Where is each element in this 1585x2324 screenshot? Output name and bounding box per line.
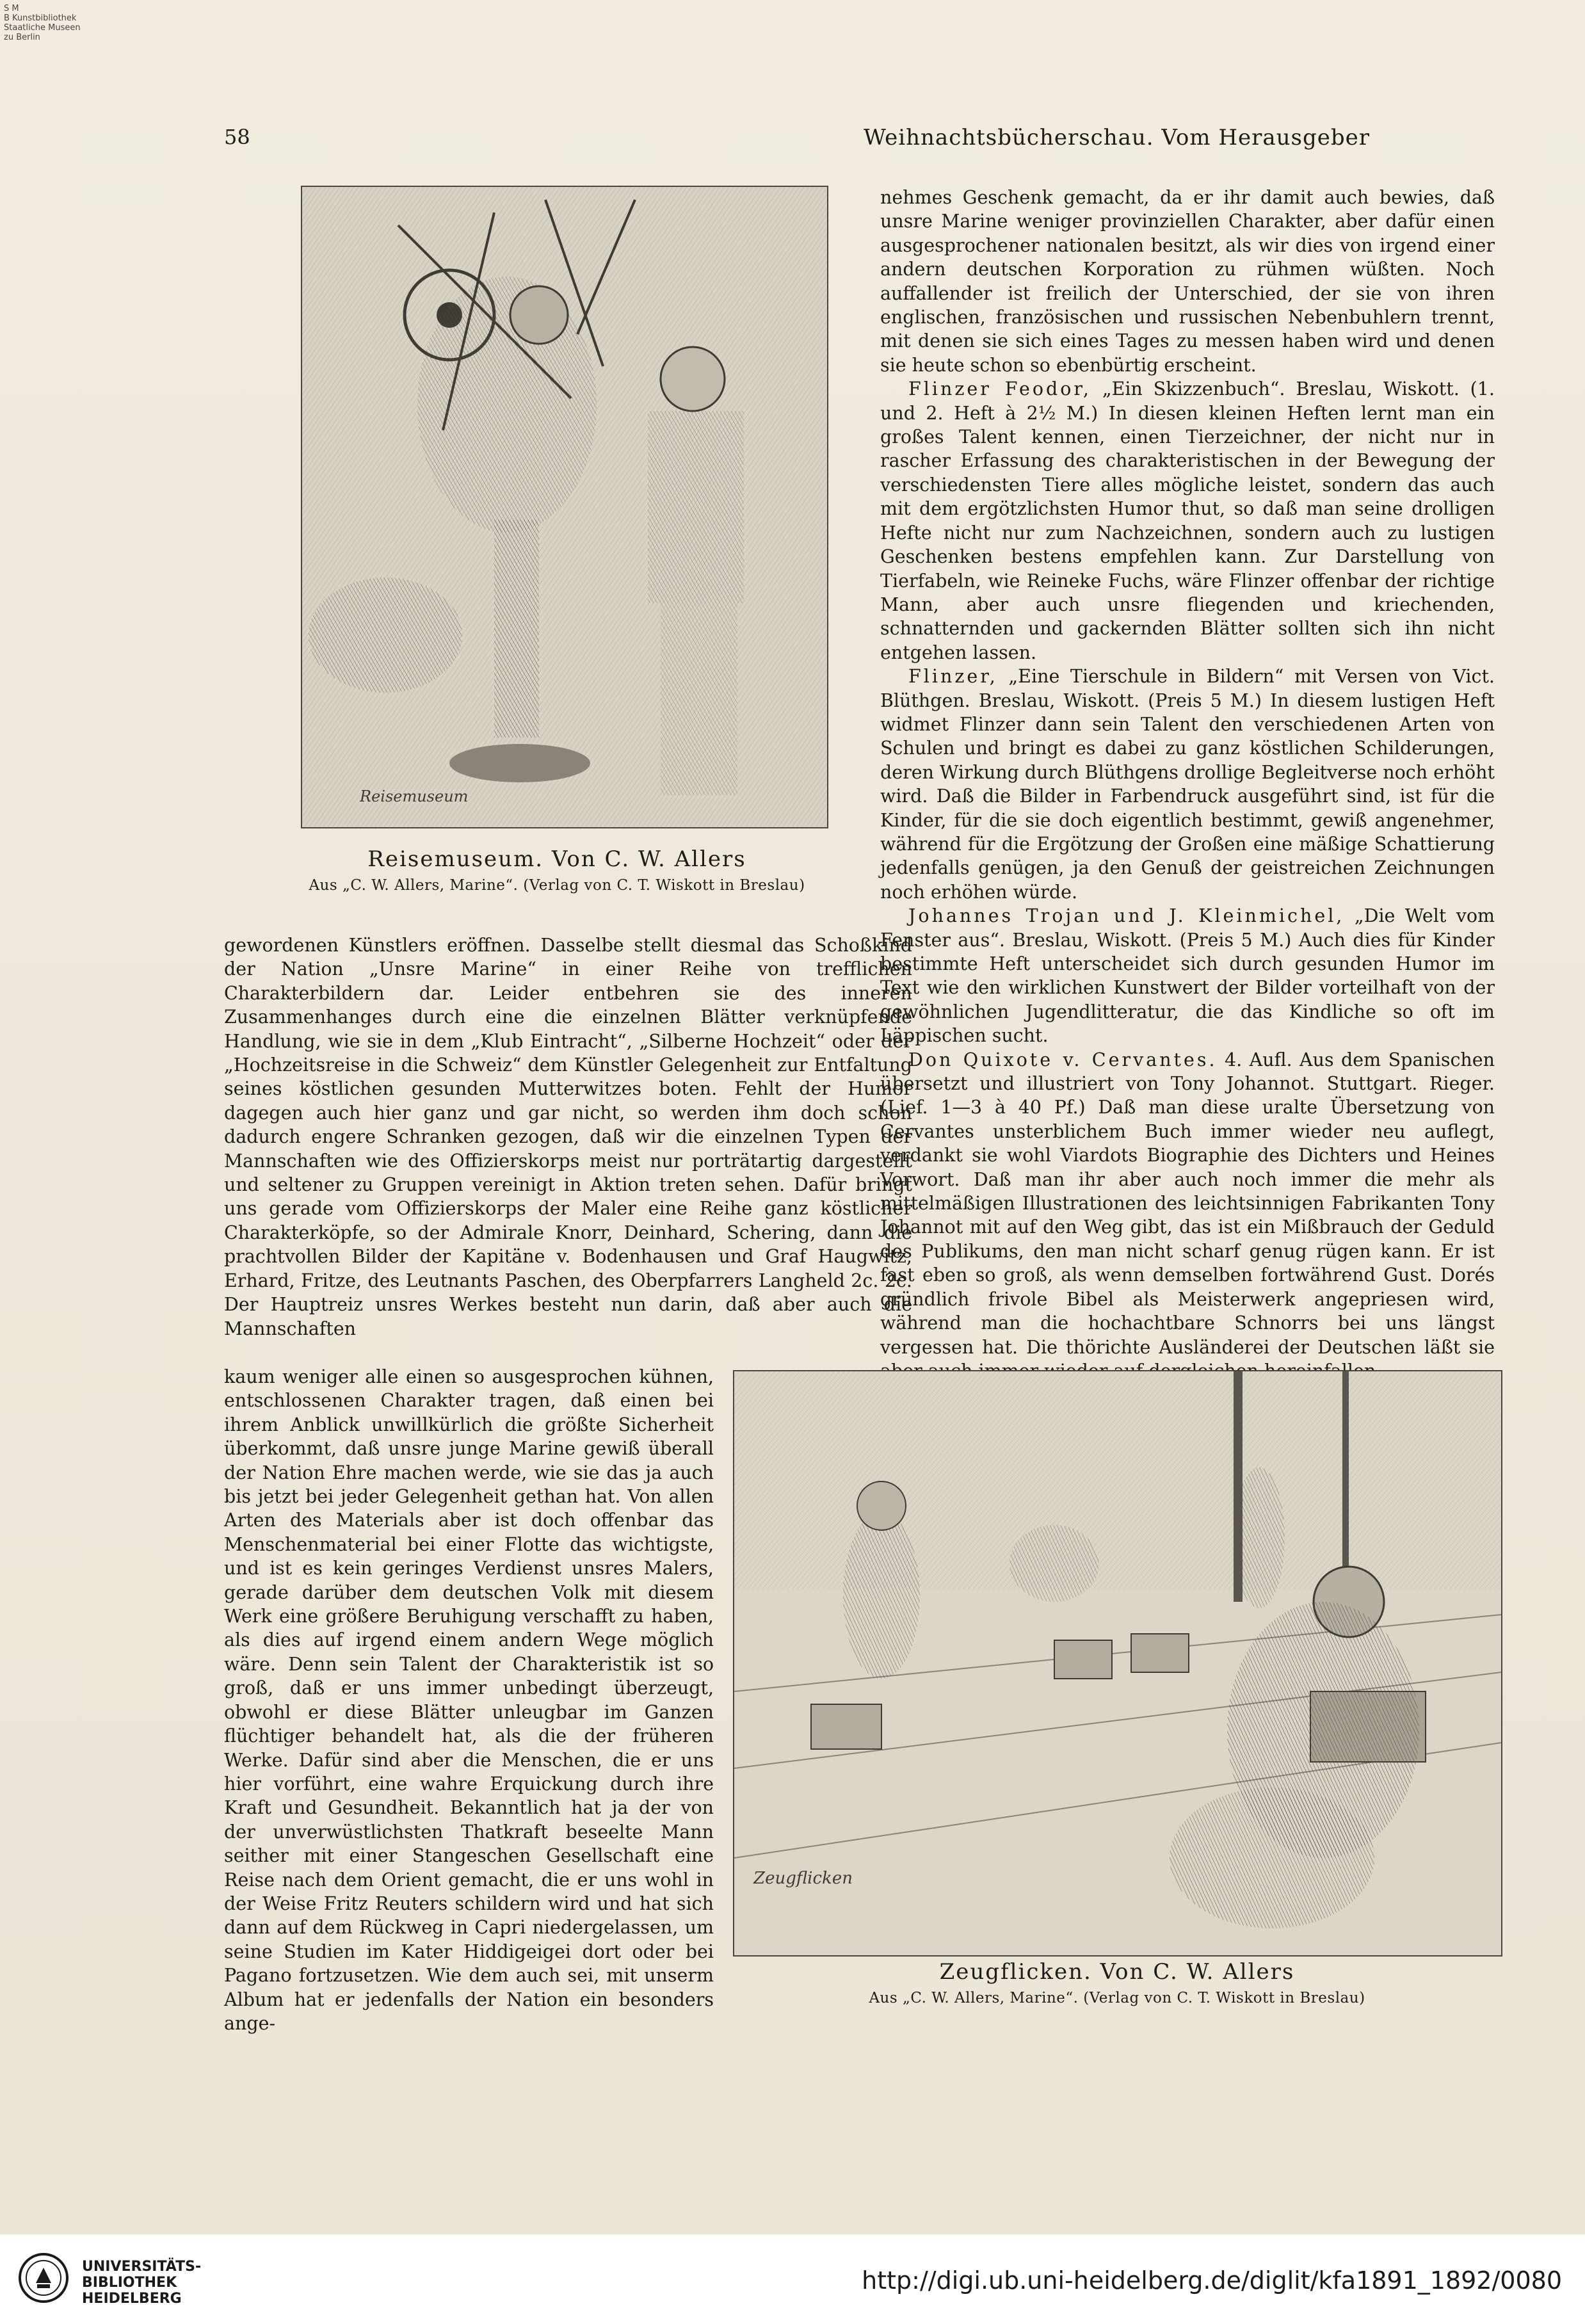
library-stamp	[4, 4, 106, 42]
digital-source-url[interactable]: http://digi.ub.uni-heidelberg.de/diglit/kfa1891_1892/0080	[862, 2266, 1562, 2295]
svg-text:Reisemuseum: Reisemuseum	[360, 787, 469, 805]
body-text: gewordenen Künstlers eröffnen. Dasselbe stellt diesmal das Schoßkind der Nation „Unsre Marine“ in einer Reihe von trefflichen Charakterbildern dar. Leider entbehren sie des inneren Zusammenhanges durch eine die einzelnen Blätter verknüpfende Handlung, wie sie in dem „Klub Eintracht“, „Silberne Hochzeit“ oder der „Hochzeitsreise in die Schweiz“ dem Künstler Gelegenheit zur Entfaltung seines köstlichen gesunden Mutterwitzes boten. Fehlt der Humor dagegen auch hier ganz und gar nicht, so werden ihm doch schon dadurch engere Schranken gezogen, daß wir die einzelnen Typen der Mannschaften wie des Offizierskorps meist nur porträtartig dargestellt und seltener zu Gruppen vereinigt in Aktion treten sehen. Dafür bringt uns gerade vom Offizierskorps der Maler eine Reihe ganz köstlicher Charakterköpfe, so der Admirale Knorr, Deinhard, Schering, dann die prachtvollen Bilder der Kapitäne v. Bodenhausen und Graf Haugwitz, Erhard, Fritze, des Leutnants Paschen, des Oberpfarrers Langheld 2c. 2c. Der Hauptreiz unsres Werkes besteht nun darin, daß aber auch die Mannschaften	[224, 935, 912, 1339]
left-column-top	[224, 933, 912, 1341]
caption-credit: Aus „C. W. Allers, Marine“. (Verlag von C. T. Wiskott in Breslau)	[309, 877, 805, 894]
stamp-line: zu Berlin	[4, 33, 40, 42]
footer-bar	[0, 2234, 1585, 2324]
review-paragraph	[880, 665, 1495, 904]
review-body: „Eine Tierschule in Bildern“ mit Versen von Vict. Blüthgen. Breslau, Wiskott. (Preis 5 M.) In diesem lustigen Heft widmet Flinzer dann sein Talent den verschiedenen Arten von Schulen und bringt es dabei zu ganz köstlichen Schilderungen, deren Wirkung durch Blüthgens drollige Begleitverse noch erhöht wird. Daß die Bilder in Farbendruck ausgeführt sind, ist für die Kinder, für die sie doch eigentlich bestimmt, gewiß angenehmer, während für die Ergötzung der Großen eine mäßige Schattierung jedenfalls genügen, ja den Genuß der geistreichen Zeichnungen noch erhöhen würde.	[880, 666, 1495, 903]
stamp-line: S M	[4, 4, 19, 13]
review-body: „Ein Skizzenbuch“. Breslau, Wiskott. (1. und 2. Heft à 2½ M.) In diesen kleinen Heften lernt man ein großes Talent kennen, einen Tierzeichner, der nicht nur in rascher Erfassung des charakteristischen in der Bewegung der verschiedensten Tiere alles mögliche leistet, sondern das auch mit dem ergötzlichsten Humor thut, so daß man seine drolligen Hefte nicht nur zum Nachzeichnen, sondern auch zu lustigen Geschenken bestens empfehlen kann. Zur Darstellung von Tierfabeln, wie Reineke Fuchs, wäre Flinzer offenbar der richtige Mann, aber auch unsre fliegenden und kriechenden, schnatternden und gackernden Blätter sollten sich ihn nicht entgehen lassen.	[880, 378, 1495, 663]
review-author: Flinzer Feodor,	[908, 378, 1091, 400]
library-name-line: HEIDELBERG	[82, 2291, 182, 2307]
university-seal-icon	[18, 2252, 69, 2304]
review-paragraph	[880, 904, 1495, 1047]
review-body: 4. Aufl. Aus dem Spanischen übersetzt und illustriert von Tony Johannot. Stuttgart. Rieger. (Lief. 1—3 à 40 Pf.) Daß man diese uralte Übersetzung von Cervantes unsterblichem Buch immer wieder neu auflegt, verdankt sie wohl Viardots Biographie des Dichters und Heines Vorwort. Daß man ihr aber auch noch immer die mehr als mittelmäßigen Illustrationen des leichtsinnigen Fabrikanten Tony Johannot mit auf den Weg gibt, das ist ein Mißbrauch der Geduld des Publikums, den man nicht scharf genug rügen kann. Er ist fast eben so groß, als wenn demselben fortwährend Gust. Dorés gründlich frivole Bibel als Meisterwerk angepriesen wird, während man die hochachtbare Schnorrs bei uns längst vergessen hat. Die thörichte Ausländerei der Deutschen läßt sie	[880, 1049, 1495, 1358]
illustration-reisemuseum	[301, 186, 828, 828]
review-body: „Die Welt vom Fenster aus“. Breslau, Wiskott. (Preis 5 M.) Auch dies für Kinder bestimmte Heft unterscheidet sich durch gesunden Humor im Text wie den wirklichen Kunstwert der Bilder vorteilhaft von der gewöhnlichen Jugendlitteratur, die das Kindliche so oft im Läppischen sucht.	[880, 905, 1495, 1047]
review-author: Flinzer,	[908, 666, 998, 688]
body-text: kaum weniger alle einen so ausgesprochen kühnen, entschlossenen Charakter tragen, daß einen bei ihrem Anblick unwillkürlich die größte Sicherheit überkommt, daß unsre junge Marine gewiß überall der Nation Ehre machen werde, wie sie das ja auch bis jetzt bei jeder Gelegenheit gethan hat. Von allen Arten des Materials aber ist doch offenbar das Menschenmaterial bei einer Flotte das wichtigste, und ist es kein geringes Verdienst unsres Malers, gerade darüber dem deutschen Volk mit diesem Werk eine größere Beruhigung verschafft zu haben, als dies auf irgend einem andern Wege möglich wäre. Denn sein Talent der Charakteristik ist so groß, daß er uns immer unbedingt überzeugt, obwohl er diese Blätter unleugbar im Ganzen flüchtiger behandelt hat, als die der früheren Werke. Dafür sind aber die Menschen, die er uns hier vorführt, eine wahre Erquickung durch ihre Kraft und Gesundheit. Bekanntlich hat ja der von der unverwüstlichsten Thatkraft beseelte Mann seither mit einer Stangeschen Gesellschaft eine Reise nach dem Orient gemacht, die er uns wohl in der Weise Fritz Reuters schildern wird und hat sich dann auf dem Rückweg in Capri niedergelassen, um seine Studien im Kater Hiddigeigei dort oder bei Pagano fortzusetzen. Wie dem auch sei, mit unserm Album hat er jedenfalls der Nation ein besonders ange-	[224, 1366, 714, 2034]
caption-title: Zeugflicken. Von C. W. Allers	[939, 1959, 1295, 1985]
caption-credit: Aus „C. W. Allers, Marine“. (Verlag von C. T. Wiskott in Breslau)	[869, 1990, 1365, 2006]
svg-text:Zeugflicken: Zeugflicken	[753, 1869, 853, 1888]
review-paragraph: nehmes Geschenk gemacht, da er ihr damit auch bewies, daß unsre Marine weniger provinziellen Charakter, aber dafür einen ausgesprochener nationalen besitzt, als wir dies von irgend einer andern deutschen Korporation zu rühmen wüßten. Noch auffallender ist freilich der Unterschied, der sie von ihren englischen, französischen und russischen Nebenbuhlern trennt, mit denen sie sich eines Tages zu messen haben wird und denen sie heute schon so ebenbürtig erscheint.	[880, 187, 1495, 376]
library-name-line: UNIVERSITÄTS-	[82, 2259, 202, 2275]
left-column-bottom	[224, 1365, 714, 2035]
library-name-line: BIBLIOTHEK	[82, 2275, 177, 2291]
stamp-line: B Kunstbibliothek	[4, 13, 77, 23]
review-author: Johannes Trojan und J. Kleinmichel,	[908, 905, 1345, 927]
running-title: Weihnachtsbücherschau. Vom Herausgeber	[863, 125, 1370, 150]
review-paragraph	[880, 377, 1495, 665]
university-library-name	[82, 2259, 201, 2307]
illustration-zeugflicken	[733, 1370, 1502, 1957]
running-head	[224, 125, 1402, 157]
stamp-line: Staatliche Museen	[4, 23, 81, 33]
caption-title: Reisemuseum. Von C. W. Allers	[367, 846, 746, 872]
right-column	[880, 186, 1495, 1407]
review-author: Don Quixote v. Cervantes.	[908, 1049, 1218, 1070]
caption-figure-2	[723, 1959, 1511, 2006]
caption-figure-1	[211, 846, 903, 894]
page-number: 58	[224, 125, 250, 149]
review-paragraph	[880, 1048, 1495, 1384]
